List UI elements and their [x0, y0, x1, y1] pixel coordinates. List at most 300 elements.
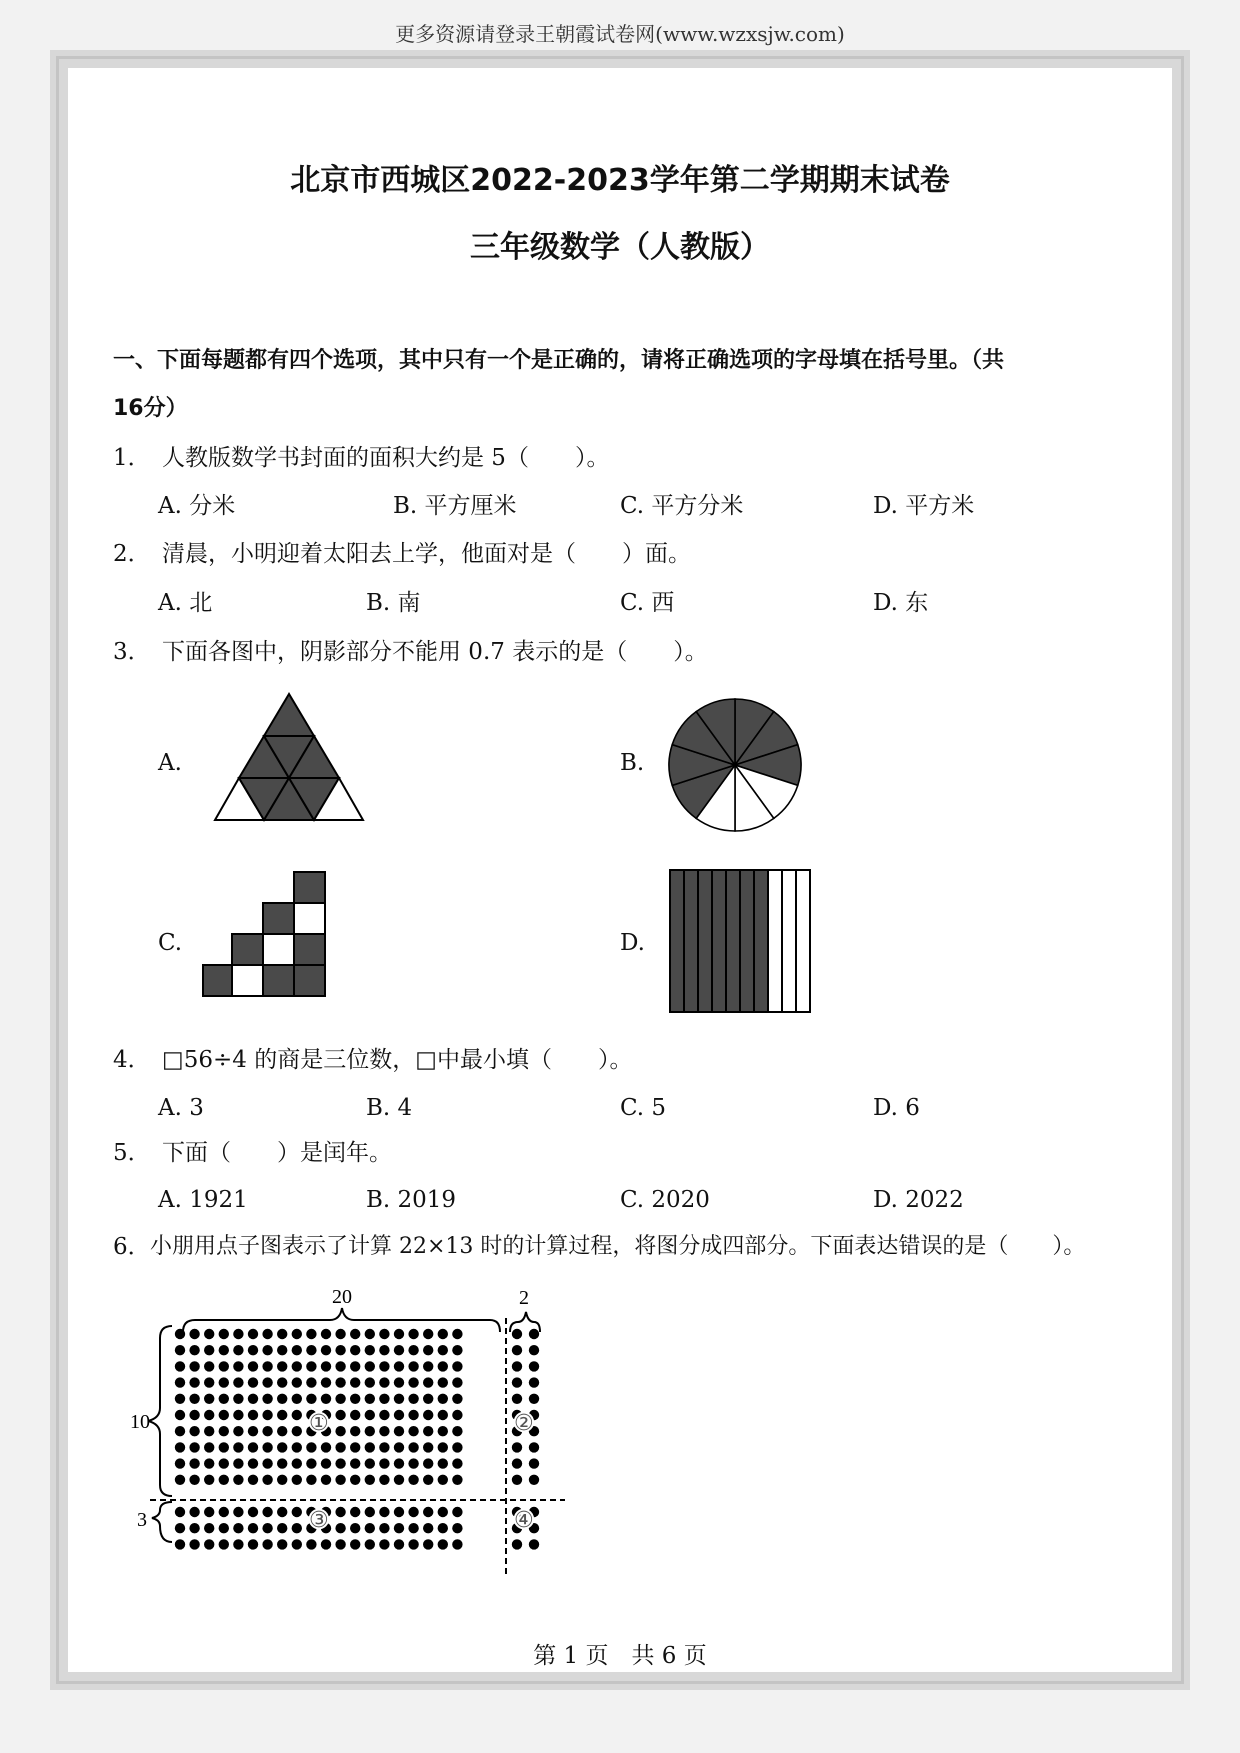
question-text: 小朋用点子图表示了计算 22×13 时的计算过程，将图分成四部分。下面表达错误的是（ ）。: [150, 1234, 1086, 1259]
question-number: 2．: [113, 541, 151, 567]
dot: [423, 1426, 433, 1436]
dot: [292, 1426, 302, 1436]
dot: [379, 1507, 389, 1517]
question-text: 下面（ ）是闰年。: [162, 1140, 392, 1166]
dot: [394, 1539, 404, 1549]
dot: [204, 1507, 214, 1517]
strip: [796, 870, 810, 1012]
dot: [233, 1361, 243, 1371]
region-label-3: ③: [309, 1508, 329, 1533]
dot: [175, 1539, 185, 1549]
dot: [292, 1523, 302, 1533]
dot: [306, 1361, 316, 1371]
dot: [408, 1410, 418, 1420]
dot: [423, 1329, 433, 1339]
dot: [350, 1329, 360, 1339]
dot: [394, 1394, 404, 1404]
question-number: 5．: [113, 1140, 151, 1166]
dot: [394, 1475, 404, 1485]
dot: [248, 1394, 258, 1404]
option-b: B. 4: [366, 1095, 413, 1121]
dot: [452, 1475, 462, 1485]
dot: [248, 1426, 258, 1436]
watermark: 更多资源请登录王朝霞试卷网(www.wzxsjw.com): [395, 22, 845, 46]
dot: [512, 1458, 522, 1468]
strip: [740, 870, 754, 1012]
dot: [452, 1361, 462, 1371]
option-d: D. 平方米: [873, 493, 975, 519]
dot: [452, 1410, 462, 1420]
dot: [335, 1329, 345, 1339]
dot: [262, 1361, 272, 1371]
dot: [408, 1426, 418, 1436]
dot: [321, 1361, 331, 1371]
dot: [204, 1458, 214, 1468]
dot: [438, 1345, 448, 1355]
dot: [365, 1426, 375, 1436]
dot: [277, 1507, 287, 1517]
dot: [529, 1458, 539, 1468]
dot: [423, 1539, 433, 1549]
strip: [698, 870, 712, 1012]
dot: [233, 1442, 243, 1452]
dot: [408, 1329, 418, 1339]
option-c: C. 西: [620, 590, 675, 616]
dot: [350, 1523, 360, 1533]
option-d-label: D.: [620, 930, 645, 956]
dot: [277, 1394, 287, 1404]
brace-20: [183, 1308, 500, 1332]
dot: [408, 1507, 418, 1517]
dot: [512, 1377, 522, 1387]
dot: [350, 1507, 360, 1517]
dot: [452, 1523, 462, 1533]
dot: [219, 1523, 229, 1533]
question-text: 人教版数学书封面的面积大约是 5（ ）。: [162, 445, 610, 471]
option-a: A. 3: [158, 1095, 204, 1121]
dot: [204, 1523, 214, 1533]
dot: [423, 1345, 433, 1355]
strip: [712, 870, 726, 1012]
dot: [233, 1377, 243, 1387]
option-b: B. 南: [366, 590, 421, 616]
dot: [512, 1442, 522, 1452]
dot: [292, 1345, 302, 1355]
dot: [350, 1361, 360, 1371]
dot: [365, 1539, 375, 1549]
dot: [306, 1442, 316, 1452]
dot: [306, 1458, 316, 1468]
dot: [321, 1442, 331, 1452]
dot: [262, 1394, 272, 1404]
dot: [512, 1394, 522, 1404]
dot: [248, 1329, 258, 1339]
dot: [438, 1507, 448, 1517]
option-b: B. 平方厘米: [393, 493, 517, 519]
label-20: 20: [332, 1290, 352, 1308]
dot: [277, 1523, 287, 1533]
dot: [335, 1507, 345, 1517]
dot: [423, 1394, 433, 1404]
dot: [262, 1507, 272, 1517]
dot: [248, 1410, 258, 1420]
dot: [438, 1523, 448, 1533]
dot: [529, 1377, 539, 1387]
dot: [452, 1507, 462, 1517]
dot: [438, 1377, 448, 1387]
dot: [365, 1345, 375, 1355]
dot: [175, 1458, 185, 1468]
dot: [394, 1329, 404, 1339]
dot: [394, 1458, 404, 1468]
dot: [452, 1394, 462, 1404]
dot: [219, 1475, 229, 1485]
dot: [529, 1394, 539, 1404]
dot: [306, 1394, 316, 1404]
dot: [350, 1345, 360, 1355]
dot: [423, 1442, 433, 1452]
dot: [408, 1361, 418, 1371]
question-text: □56÷4 的商是三位数，□中最小填（ ）。: [162, 1047, 633, 1073]
dot: [438, 1539, 448, 1549]
dot: [321, 1329, 331, 1339]
dot: [277, 1410, 287, 1420]
option-a-label: A.: [158, 750, 182, 776]
dot: [350, 1426, 360, 1436]
region-label-4: ④: [514, 1508, 534, 1533]
dot: [262, 1329, 272, 1339]
dot: [277, 1426, 287, 1436]
dot: [379, 1442, 389, 1452]
dot: [277, 1361, 287, 1371]
dot: [189, 1475, 199, 1485]
dot: [248, 1377, 258, 1387]
dot: [204, 1475, 214, 1485]
dot: [379, 1475, 389, 1485]
dot: [292, 1539, 302, 1549]
page-footer: 第 1 页 共 6 页: [533, 1643, 707, 1669]
dot: [438, 1458, 448, 1468]
dot: [189, 1523, 199, 1533]
dot: [306, 1475, 316, 1485]
dot: [233, 1507, 243, 1517]
dot: [335, 1539, 345, 1549]
dot: [350, 1475, 360, 1485]
dot: [233, 1539, 243, 1549]
dot: [292, 1329, 302, 1339]
dot: [262, 1539, 272, 1549]
strip: [684, 870, 698, 1012]
dot: [204, 1377, 214, 1387]
dot: [277, 1539, 287, 1549]
brace-2: [510, 1312, 540, 1332]
dot: [408, 1394, 418, 1404]
dot: [189, 1345, 199, 1355]
strip: [754, 870, 768, 1012]
dot: [219, 1361, 229, 1371]
dot: [248, 1442, 258, 1452]
dot: [277, 1442, 287, 1452]
dot: [452, 1329, 462, 1339]
dot: [189, 1539, 199, 1549]
dot: [452, 1458, 462, 1468]
dot: [175, 1361, 185, 1371]
dot: [529, 1329, 539, 1339]
dot: [233, 1426, 243, 1436]
dot: [365, 1410, 375, 1420]
dot: [452, 1442, 462, 1452]
dot: [394, 1442, 404, 1452]
dot: [379, 1394, 389, 1404]
dot: [262, 1523, 272, 1533]
option-c-label: C.: [158, 930, 183, 956]
dot: [335, 1345, 345, 1355]
dot: [379, 1458, 389, 1468]
dot: [438, 1394, 448, 1404]
dot: [219, 1394, 229, 1404]
dot: [189, 1329, 199, 1339]
dot: [321, 1345, 331, 1355]
dot: [292, 1442, 302, 1452]
dot: [423, 1377, 433, 1387]
dot: [438, 1361, 448, 1371]
question-number: 3．: [113, 639, 151, 665]
dot: [350, 1394, 360, 1404]
dot: [277, 1475, 287, 1485]
dot: [335, 1442, 345, 1452]
dot: [394, 1377, 404, 1387]
option-a: A. 北: [158, 590, 213, 616]
dot: [262, 1426, 272, 1436]
dot: [365, 1442, 375, 1452]
dot: [219, 1329, 229, 1339]
dot: [189, 1394, 199, 1404]
dot: [438, 1442, 448, 1452]
question-number: 4．: [113, 1047, 151, 1073]
triangle-figure: [213, 692, 365, 824]
option-d: D. 东: [873, 590, 929, 616]
dot: [394, 1410, 404, 1420]
dot: [379, 1426, 389, 1436]
dot: [248, 1361, 258, 1371]
dot: [423, 1361, 433, 1371]
dot: [219, 1426, 229, 1436]
label-2: 2: [519, 1290, 529, 1309]
dot: [438, 1329, 448, 1339]
dot: [189, 1442, 199, 1452]
dot: [423, 1458, 433, 1468]
dot: [512, 1475, 522, 1485]
brace-3: [152, 1502, 172, 1542]
option-d: D. 6: [873, 1095, 920, 1121]
dot: [379, 1377, 389, 1387]
dot: [365, 1458, 375, 1468]
dot: [292, 1507, 302, 1517]
brace-10: [148, 1326, 172, 1496]
dot: [335, 1475, 345, 1485]
dot: [529, 1345, 539, 1355]
dot: [175, 1377, 185, 1387]
dot: [394, 1345, 404, 1355]
option-c: C. 5: [620, 1095, 667, 1121]
dot: [423, 1507, 433, 1517]
dot: [219, 1458, 229, 1468]
label-10: 10: [130, 1411, 150, 1433]
dot: [335, 1361, 345, 1371]
strips-figure: [669, 869, 812, 1014]
exam-title: 北京市西城区2022-2023学年第二学期期末试卷: [290, 163, 950, 198]
dot: [365, 1361, 375, 1371]
dot: [248, 1458, 258, 1468]
dot: [512, 1329, 522, 1339]
dot: [350, 1539, 360, 1549]
dot: [408, 1458, 418, 1468]
dot: [175, 1507, 185, 1517]
staircase-figure: [202, 871, 328, 997]
dot: [408, 1442, 418, 1452]
option-c: C. 2020: [620, 1187, 710, 1213]
dot: [277, 1329, 287, 1339]
dot: [321, 1475, 331, 1485]
dot: [452, 1539, 462, 1549]
dot: [350, 1442, 360, 1452]
dot: [512, 1361, 522, 1371]
dot: [262, 1377, 272, 1387]
dot: [292, 1394, 302, 1404]
dot: [306, 1329, 316, 1339]
dot: [219, 1345, 229, 1355]
dot: [379, 1329, 389, 1339]
question-number: 6．: [113, 1234, 151, 1260]
dot: [350, 1377, 360, 1387]
dot: [408, 1475, 418, 1485]
dot: [365, 1394, 375, 1404]
dot: [394, 1361, 404, 1371]
dot: [529, 1361, 539, 1371]
dot: [189, 1361, 199, 1371]
dot: [233, 1523, 243, 1533]
dot: [350, 1410, 360, 1420]
dot: [438, 1475, 448, 1485]
dot: [204, 1539, 214, 1549]
dot: [175, 1394, 185, 1404]
dot: [292, 1475, 302, 1485]
dot: [189, 1458, 199, 1468]
dot: [175, 1442, 185, 1452]
dot: [189, 1410, 199, 1420]
dot: [204, 1410, 214, 1420]
dot: [262, 1442, 272, 1452]
option-b-label: B.: [620, 750, 645, 776]
dot: [423, 1410, 433, 1420]
section-heading-line1: 一、下面每题都有四个选项，其中只有一个是正确的，请将正确选项的字母填在括号里。（共: [113, 348, 1005, 373]
option-a: A. 分米: [158, 493, 236, 519]
dot: [189, 1507, 199, 1517]
dot: [529, 1475, 539, 1485]
dot: [423, 1523, 433, 1533]
dot: [335, 1377, 345, 1387]
option-c: C. 平方分米: [620, 493, 744, 519]
dot: [306, 1539, 316, 1549]
option-b: B. 2019: [366, 1187, 457, 1213]
dot: [175, 1345, 185, 1355]
circle-figure: [666, 696, 804, 834]
dot: [306, 1345, 316, 1355]
dot: [394, 1523, 404, 1533]
dot: [365, 1507, 375, 1517]
dot: [204, 1442, 214, 1452]
dot: [233, 1394, 243, 1404]
exam-subtitle: 三年级数学（人教版）: [470, 230, 770, 265]
dot: [438, 1410, 448, 1420]
dot: [365, 1523, 375, 1533]
dot: [529, 1442, 539, 1452]
dot: [219, 1507, 229, 1517]
dot: [408, 1523, 418, 1533]
dot: [335, 1426, 345, 1436]
dot: [189, 1377, 199, 1387]
dot: [365, 1475, 375, 1485]
dot: [292, 1361, 302, 1371]
dot: [175, 1426, 185, 1436]
dot: [408, 1377, 418, 1387]
dot: [321, 1377, 331, 1387]
strip: [782, 870, 796, 1012]
dot: [262, 1475, 272, 1485]
dot: [233, 1410, 243, 1420]
dot: [175, 1523, 185, 1533]
dot: [408, 1539, 418, 1549]
dot: [204, 1361, 214, 1371]
dot: [321, 1458, 331, 1468]
dot: [379, 1539, 389, 1549]
strip: [726, 870, 740, 1012]
question-text: 下面各图中，阴影部分不能用 0.7 表示的是（ ）。: [162, 639, 708, 665]
dot: [233, 1329, 243, 1339]
dot: [350, 1458, 360, 1468]
dot: [365, 1377, 375, 1387]
dot: [321, 1394, 331, 1404]
dot: [175, 1410, 185, 1420]
dot: [277, 1458, 287, 1468]
dot: [233, 1345, 243, 1355]
dot: [189, 1426, 199, 1436]
dot: [248, 1539, 258, 1549]
dot: [365, 1329, 375, 1339]
question-text: 清晨，小明迎着太阳去上学，他面对是（ ）面。: [162, 541, 691, 567]
dot-array-figure: [120, 1290, 580, 1580]
dot: [175, 1475, 185, 1485]
dot: [277, 1377, 287, 1387]
label-3: 3: [137, 1509, 147, 1531]
dot: [248, 1475, 258, 1485]
section-heading-line2: 16分）: [113, 396, 188, 421]
dot: [335, 1410, 345, 1420]
dot: [204, 1394, 214, 1404]
dot: [452, 1377, 462, 1387]
dot: [277, 1345, 287, 1355]
dot: [379, 1361, 389, 1371]
dot: [379, 1523, 389, 1533]
dot: [219, 1410, 229, 1420]
dot: [233, 1458, 243, 1468]
dot: [204, 1345, 214, 1355]
dot: [335, 1523, 345, 1533]
dot: [321, 1539, 331, 1549]
dot: [306, 1377, 316, 1387]
option-a: A. 1921: [158, 1187, 248, 1213]
strip: [670, 870, 684, 1012]
